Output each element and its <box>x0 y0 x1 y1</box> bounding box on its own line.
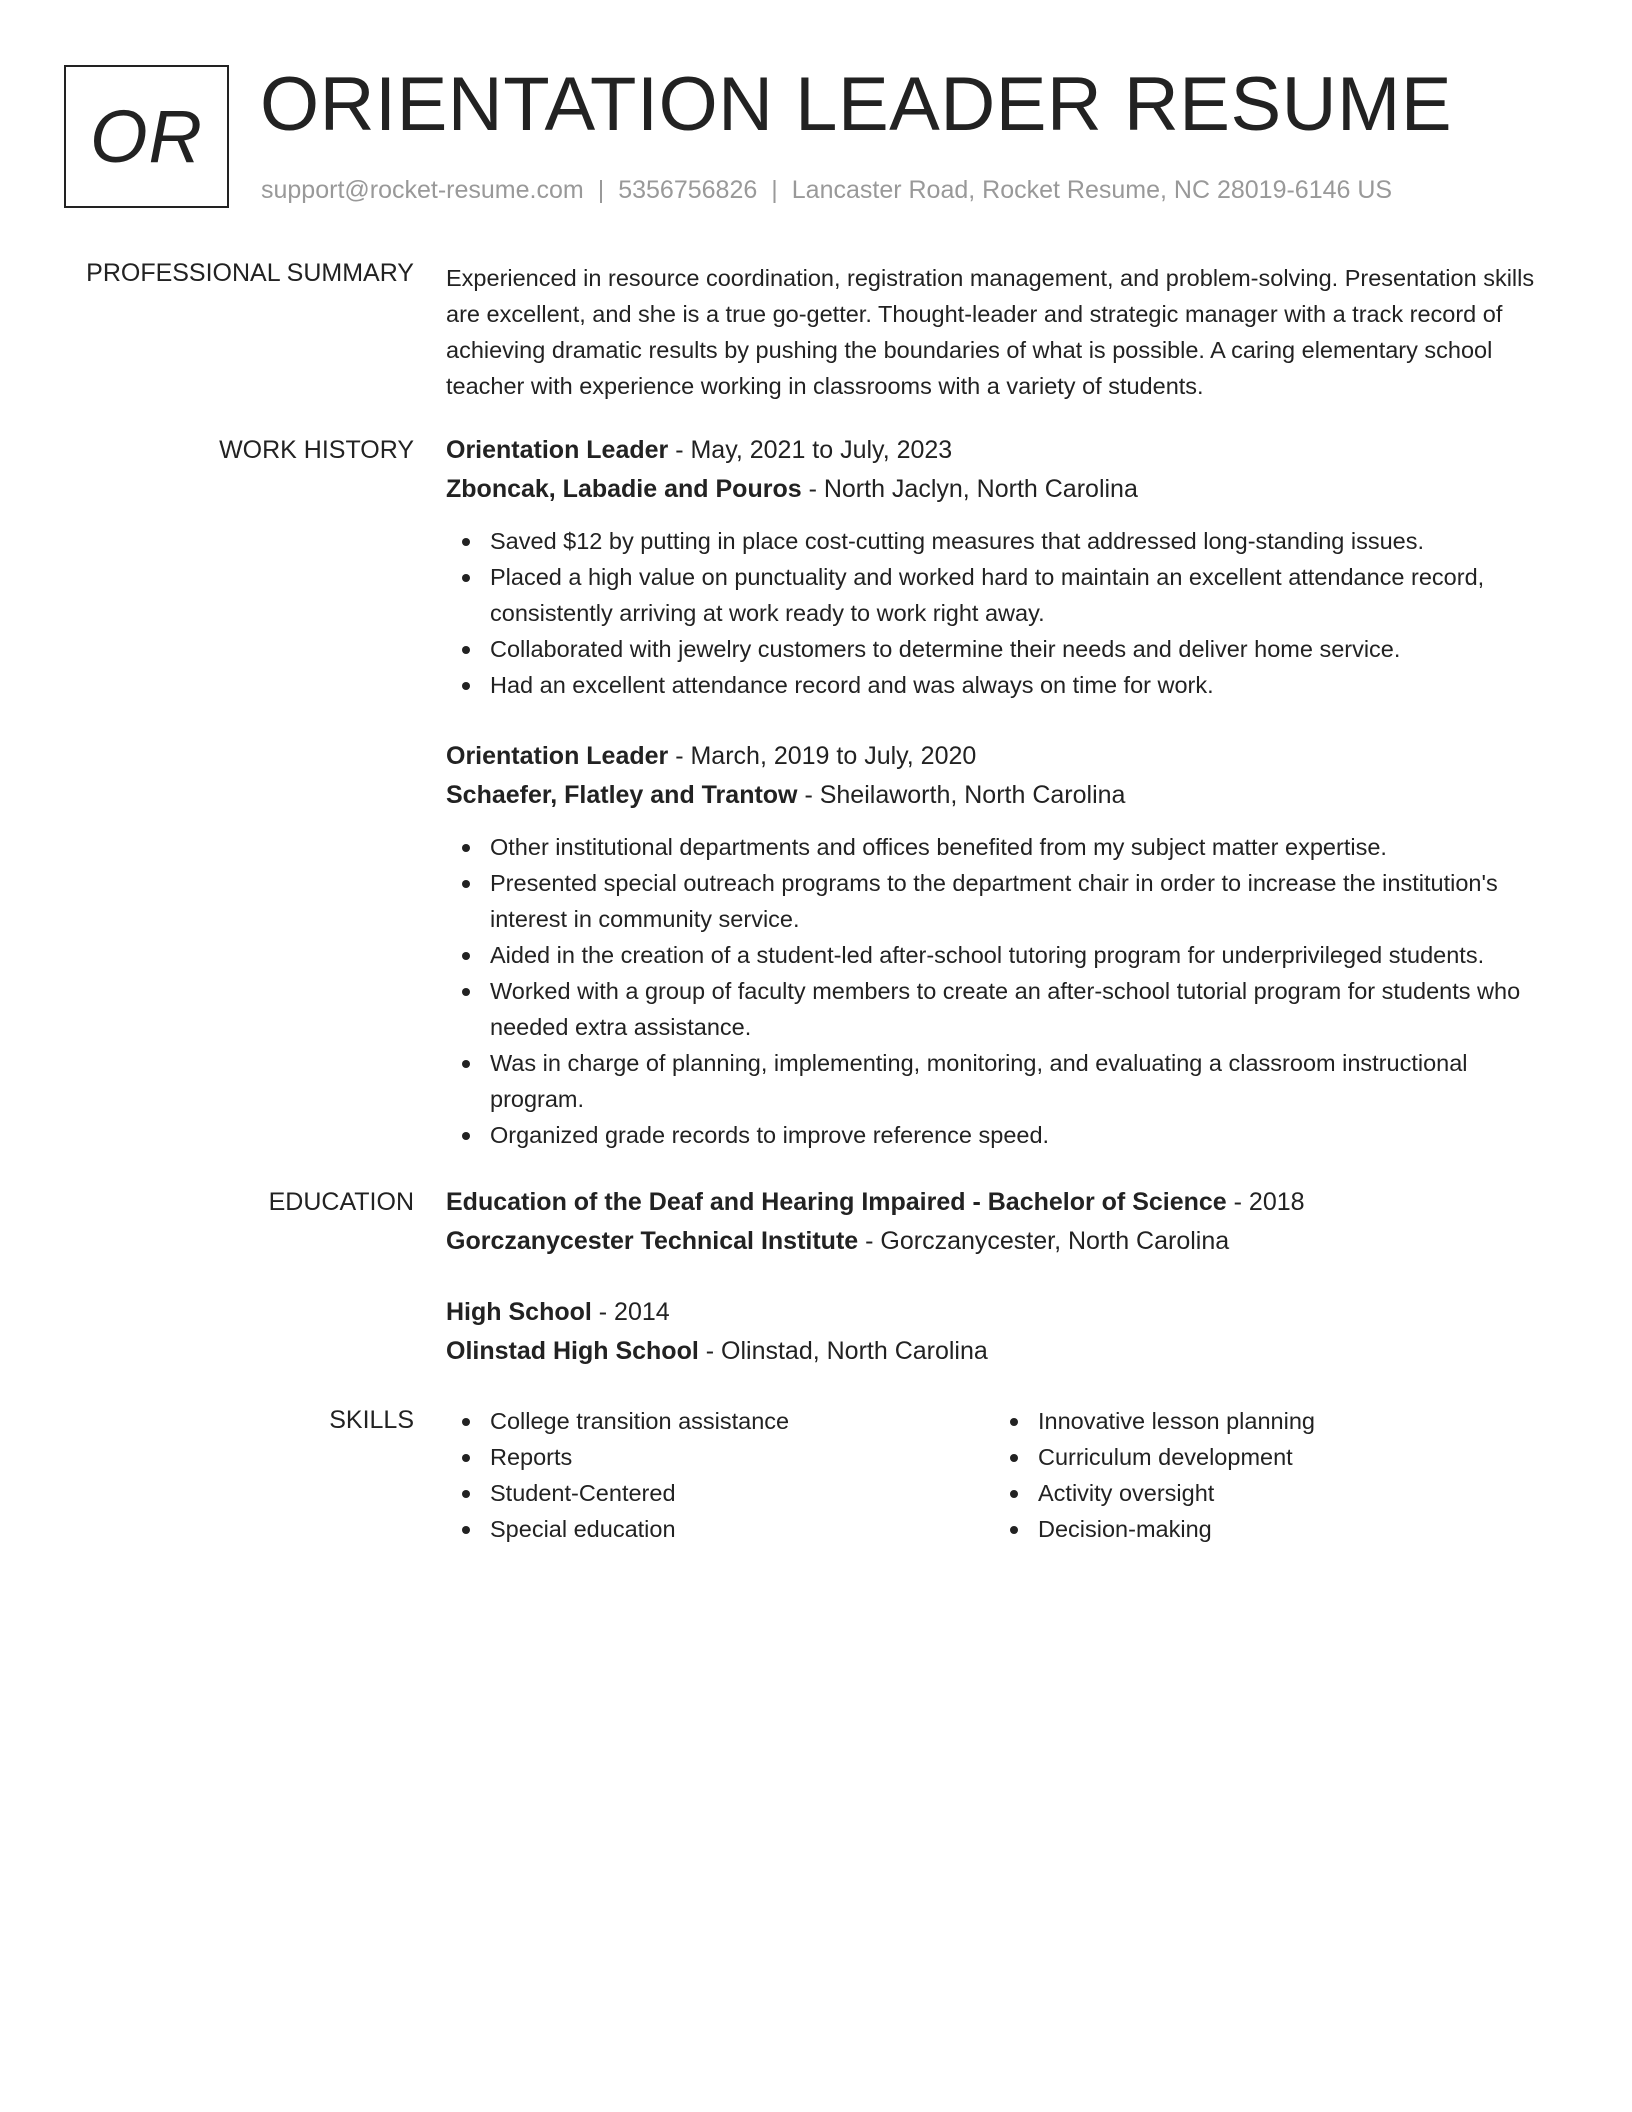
list-item: Collaborated with jewelry customers to determine their needs and deliver home service. <box>446 631 1566 667</box>
contact-email[interactable]: support@rocket-resume.com <box>261 176 584 204</box>
work-history-body <box>446 431 1566 1153</box>
job-dates: - March, 2019 to July, 2020 <box>668 742 977 770</box>
list-item: Special education <box>446 1511 994 1547</box>
contact-separator: | <box>597 176 605 204</box>
skills-columns <box>446 1403 1566 1547</box>
list-item: Aided in the creation of a student-led after-school tutoring program for underprivileged students. <box>446 937 1566 973</box>
section-title-skills: SKILLS <box>329 1406 414 1434</box>
contact-address: Lancaster Road, Rocket Resume, NC 28019-6146 US <box>791 176 1393 204</box>
job-bullets <box>446 829 1566 1153</box>
list-item: Other institutional departments and offices benefited from my subject matter expertise. <box>446 829 1566 865</box>
list-item: Student-Centered <box>446 1475 994 1511</box>
education-degree-line <box>446 1183 1566 1222</box>
list-item: Presented special outreach programs to the department chair in order to increase the institution's interest in community service. <box>446 865 1566 937</box>
list-item: Innovative lesson planning <box>994 1403 1542 1439</box>
list-item: Activity oversight <box>994 1475 1542 1511</box>
education-body <box>446 1183 1566 1371</box>
skills-list-left <box>446 1403 994 1547</box>
list-item: Saved $12 by putting in place cost-cutting measures that addressed long-standing issues. <box>446 523 1566 559</box>
education-school-line <box>446 1332 1566 1371</box>
contact-phone[interactable]: 5356756826 <box>618 176 758 204</box>
job-company-line <box>446 776 1566 815</box>
list-item: Was in charge of planning, implementing, monitoring, and evaluating a classroom instructional program. <box>446 1045 1566 1117</box>
contact-separator: | <box>771 176 778 204</box>
job-company: Zboncak, Labadie and Pouros <box>446 475 802 503</box>
list-item: Organized grade records to improve reference speed. <box>446 1117 1566 1153</box>
job-role: Orientation Leader <box>446 742 669 770</box>
education-year: - 2018 <box>1226 1188 1305 1216</box>
education-location: - Gorczanycester, North Carolina <box>858 1227 1230 1255</box>
job-title-line <box>446 431 1566 470</box>
education-school: Olinstad High School <box>446 1337 699 1365</box>
job-dates: - May, 2021 to July, 2023 <box>668 436 953 464</box>
list-item: Decision-making <box>994 1511 1542 1547</box>
section-title-education: EDUCATION <box>268 1188 414 1216</box>
education-school-line <box>446 1222 1566 1261</box>
section-title-work-history: WORK HISTORY <box>219 436 414 464</box>
education-school: Gorczanycester Technical Institute <box>446 1227 859 1255</box>
skills-list-right <box>994 1403 1542 1547</box>
job-entry <box>446 431 1566 703</box>
job-bullets <box>446 523 1566 703</box>
contact-line <box>261 175 1392 205</box>
job-company-line <box>446 470 1566 509</box>
list-item: Worked with a group of faculty members to create an after-school tutorial program for students who needed extra assistance. <box>446 973 1566 1045</box>
education-entry <box>446 1293 1566 1371</box>
resume-header <box>64 62 1584 210</box>
list-item: College transition assistance <box>446 1403 994 1439</box>
job-company: Schaefer, Flatley and Trantow <box>446 781 798 809</box>
list-item: Curriculum development <box>994 1439 1542 1475</box>
job-title-line <box>446 737 1566 776</box>
list-item: Had an excellent attendance record and was always on time for work. <box>446 667 1566 703</box>
job-entry <box>446 737 1566 1153</box>
job-role: Orientation Leader <box>446 436 669 464</box>
section-title-summary: PROFESSIONAL SUMMARY <box>86 259 414 287</box>
resume-title: ORIENTATION LEADER RESUME <box>260 62 1453 147</box>
education-degree-line <box>446 1293 1566 1332</box>
list-item: Reports <box>446 1439 994 1475</box>
education-degree: Education of the Deaf and Hearing Impaired - Bachelor of Science <box>446 1188 1227 1216</box>
education-entry <box>446 1183 1566 1261</box>
monogram-initials: OR <box>90 94 203 178</box>
education-degree: High School <box>446 1298 592 1326</box>
monogram-box <box>64 65 229 208</box>
summary-text: Experienced in resource coordination, registration management, and problem-solving. Presentation skills are excellent, and she is a true go-getter. Thought-leader and strategic manager with a track record of achieving dramatic results by pushing the boundaries of what is possible. A caring elementary school teacher with experience working in classrooms with a variety of students. <box>446 265 1535 399</box>
education-location: - Olinstad, North Carolina <box>698 1337 988 1365</box>
skills-body <box>446 1403 1566 1547</box>
education-year: - 2014 <box>591 1298 670 1326</box>
list-item: Placed a high value on punctuality and worked hard to maintain an excellent attendance record, consistently arriving at work ready to work right away. <box>446 559 1566 631</box>
job-location: - North Jaclyn, North Carolina <box>801 475 1138 503</box>
job-location: - Sheilaworth, North Carolina <box>797 781 1126 809</box>
